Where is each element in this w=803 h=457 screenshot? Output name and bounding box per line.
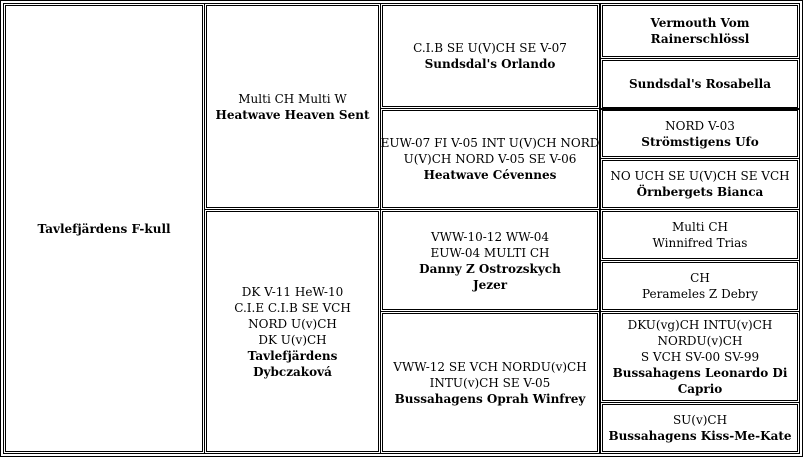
- sds-cell: [602, 110, 798, 157]
- sire-dam-name: Heatwave Cévennes: [423, 168, 557, 182]
- ssd-cell: [602, 60, 798, 108]
- dog-cell: [5, 5, 203, 452]
- dam-dam-titles-line: VWW-12 SE VCH NORDU(v)CH: [393, 359, 587, 374]
- dds-titles-line: DKU(vg)CH INTU(v)CH: [627, 318, 773, 332]
- dam-dam-name: Bussahagens Oprah Winfrey: [394, 391, 586, 406]
- dsd-line: CH: [690, 271, 710, 285]
- sire-sire-cell: [382, 5, 598, 107]
- sire-dam-titles-line: U(V)CH NORD V-05 SE V-06: [403, 152, 577, 166]
- dss-line: Winnifred Trias: [652, 236, 748, 250]
- dog-name: Tavlefjärdens F-kull: [37, 221, 171, 236]
- dam-sire-name-line: Danny Z Ostrozskych: [419, 261, 561, 276]
- dss-cell: [602, 211, 798, 259]
- sss-name-line: Rainerschlössl: [650, 32, 750, 46]
- dam-sire-cell: [382, 211, 598, 310]
- dam-sire-name-line: Jezer: [472, 277, 508, 292]
- dam-dam-cell: [382, 313, 598, 452]
- ddd-cell: [602, 404, 798, 452]
- sire-sire-titles: C.I.B SE U(V)CH SE V-07: [413, 41, 567, 55]
- dsd-line: Perameles Z Debry: [642, 287, 758, 301]
- ddd-titles: SU(v)CH: [672, 413, 728, 427]
- sds-titles: NORD V-03: [665, 118, 735, 133]
- dam-sire-titles-line: EUW-04 MULTI CH: [430, 245, 550, 260]
- sdd-cell: [602, 160, 798, 208]
- dds-name-line: Caprio: [677, 382, 723, 396]
- sds-name: Strömstigens Ufo: [641, 134, 759, 149]
- sdd-name: Örnbergets Bianca: [636, 185, 764, 199]
- sdd-titles: NO UCH SE U(V)CH SE VCH: [610, 169, 790, 183]
- ssd-name: Sundsdal's Rosabella: [628, 77, 772, 91]
- dam-sire-titles-line: VWW-10-12 WW-04: [430, 229, 550, 244]
- dss-line: Multi CH: [672, 220, 728, 234]
- sire-sire-name: Sundsdal's Orlando: [424, 57, 556, 71]
- dam-titles-line: DK V-11 HeW-10: [241, 284, 344, 299]
- dds-name-line: Bussahagens Leonardo Di: [612, 366, 788, 380]
- dds-titles-line: NORDU(v)CH: [657, 334, 743, 348]
- sire-name: Heatwave Heaven Sent: [215, 107, 370, 122]
- ddd-name: Bussahagens Kiss-Me-Kate: [608, 429, 792, 443]
- sss-cell: [602, 5, 798, 57]
- sire-dam-cell: [382, 110, 598, 208]
- dam-name-line: Dybczaková: [253, 364, 332, 379]
- sire-cell: [206, 5, 379, 208]
- dsd-cell: [602, 262, 798, 310]
- dam-dam-titles-line: INTU(v)CH SE V-05: [429, 375, 551, 390]
- sire-titles: Multi CH Multi W: [238, 91, 347, 106]
- dds-cell: [602, 313, 798, 401]
- dam-titles-line: DK U(v)CH: [258, 332, 327, 347]
- sss-name-line: Vermouth Vom: [650, 16, 750, 30]
- dam-titles-line: NORD U(v)CH: [248, 316, 337, 331]
- dam-name-line: Tavlefjärdens: [247, 348, 338, 363]
- dds-titles-line: S VCH SV-00 SV-99: [640, 350, 760, 364]
- dam-cell: [206, 211, 379, 452]
- sire-dam-titles-line: EUW-07 FI V-05 INT U(V)CH NORD: [380, 136, 600, 150]
- dam-titles-line: C.I.E C.I.B SE VCH: [234, 300, 351, 315]
